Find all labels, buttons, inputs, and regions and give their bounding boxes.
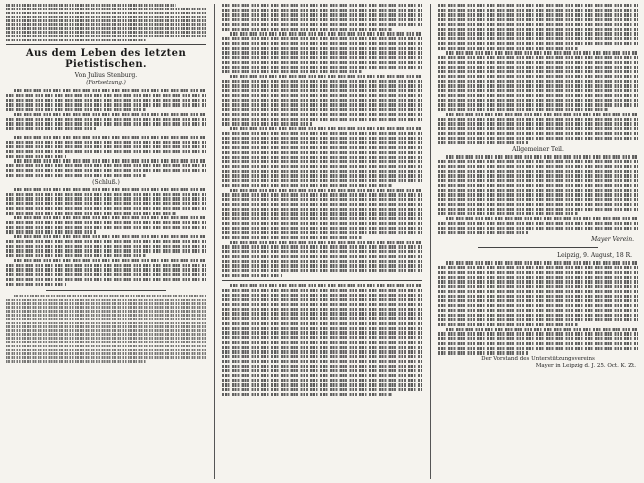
text-line [222,47,422,50]
text-line [438,18,638,21]
text-line [446,113,638,116]
text-line [438,170,638,173]
text-line [438,295,638,298]
text-line [222,151,422,154]
text-line [6,197,206,200]
text-line [6,264,206,267]
text-line [222,84,422,87]
text-line [222,236,362,239]
text-line [438,266,638,269]
text-line [222,113,422,116]
text-line [6,299,206,302]
text-line [222,303,422,306]
text-line [222,289,422,292]
text-line [438,227,638,230]
text-line [438,122,638,125]
text-line [222,165,422,168]
text-line [222,89,422,92]
text-line [222,255,422,258]
text-line [222,80,422,83]
text-line [6,360,146,363]
text-line [6,212,176,215]
text-line [222,137,422,140]
text-line [438,108,608,111]
text-line [6,39,146,42]
text-line [222,66,422,69]
divider [478,247,598,248]
text-line [222,174,422,177]
text-line [438,84,638,87]
text-line [6,345,206,348]
divider [222,280,422,281]
text-line [14,295,206,298]
text-line [222,269,422,272]
text-line [6,254,146,257]
column-right [438,4,638,479]
text-line [6,337,206,340]
text-line [222,61,422,64]
text-line [222,56,422,59]
text-line [230,127,422,130]
text-line [438,314,638,317]
text-line [222,160,422,163]
text-line [446,155,638,158]
text-line [6,302,206,305]
text-line [438,309,638,312]
text-line [6,341,206,344]
text-line [222,103,422,106]
text-line [222,132,422,135]
text-line [6,273,206,276]
text-line [438,342,638,345]
text-line [438,61,638,64]
text-line [446,261,638,264]
text-line [438,89,638,92]
text-line [6,202,206,205]
text-line [6,193,206,196]
text-line [222,108,422,111]
text-line [222,322,422,325]
text-line [438,127,638,130]
text-line [222,245,422,248]
text-line [438,80,638,83]
divider [46,290,166,291]
text-line [222,198,422,201]
text-line [222,51,422,54]
text-line [6,221,206,224]
text-line [6,169,206,172]
text-line [222,298,422,301]
text-line [6,8,206,11]
text-line [14,235,206,238]
text-line [6,268,206,271]
text-line [6,318,206,321]
text-line [6,12,206,15]
text-line [6,155,66,158]
text-line [438,323,578,326]
text-line [438,141,528,144]
text-line [222,274,282,277]
text-line [6,19,206,22]
text-line [222,227,422,230]
text-line [438,271,638,274]
text-line [438,99,638,102]
text-line [438,290,638,293]
text-line [438,198,638,201]
text-line [14,113,206,116]
text-line [446,51,638,54]
text-line [6,230,96,233]
text-line [230,189,422,192]
section-heading: Allgemeiner Teil. [512,146,564,154]
text-line [438,222,638,225]
text-line [438,318,638,321]
dateline: Leipzig, 9. August, 18 R. [557,252,632,260]
text-line [438,165,638,168]
text-line [438,304,638,307]
text-line [222,28,392,31]
text-line [6,283,66,286]
article-subtitle: (Fortsetzung.) [86,80,126,87]
text-line [6,103,206,106]
text-line [438,276,638,279]
text-line [438,9,638,12]
text-line [6,122,206,125]
text-line [6,4,176,7]
text-line [222,13,422,16]
text-line [222,94,422,97]
text-line [222,355,422,358]
text-line [222,317,422,320]
column-divider [430,4,431,479]
text-line [438,132,638,135]
text-line [438,174,638,177]
text-line [438,203,638,206]
text-line [6,127,96,130]
text-line [14,188,206,191]
text-line [222,193,422,196]
closing-note: Mayer in Leipzig d. J. 25. Oct. K. Zt. [535,363,636,370]
text-line [14,89,206,92]
text-line [222,118,422,121]
text-line [6,325,206,328]
text-line [222,312,422,315]
text-line [438,179,638,182]
text-line [6,245,206,248]
article-byline: Von Julius Stenburg. [74,72,138,80]
text-line [222,9,422,12]
text-line [222,393,392,396]
text-line [222,70,362,73]
text-line [438,351,528,354]
text-line [222,308,422,311]
text-line [222,42,422,45]
text-line [222,346,422,349]
section-heading: (Schluß.) [92,178,120,186]
text-line [6,352,206,355]
text-line [438,137,638,140]
text-line [6,150,206,153]
text-line [6,31,206,34]
text-line [438,4,638,7]
text-line [446,217,638,220]
column-divider [214,4,215,479]
text-line [222,360,422,363]
text-line [230,75,422,78]
text-line [6,23,206,26]
text-line [438,118,638,121]
text-line [438,189,638,192]
text-line [438,212,578,215]
text-line [6,35,206,38]
text-line [438,103,638,106]
text-line [438,94,638,97]
text-line [438,23,638,26]
text-line [230,241,422,244]
text-line [222,383,422,386]
text-line [230,284,422,287]
text-line [14,259,206,262]
text-line [438,32,638,35]
text-line [438,347,638,350]
text-line [6,118,206,121]
text-line [222,294,422,297]
text-line [6,329,206,332]
closing-heading: Der Vorstand des Unterstützungsvereins [481,356,595,363]
text-line [222,217,422,220]
text-line [6,16,206,19]
text-line [222,331,422,334]
divider [6,44,206,45]
text-line [14,136,206,139]
text-line [438,56,638,59]
text-line [6,94,206,97]
text-line [222,37,422,40]
column-left [6,4,206,479]
text-line [438,299,638,302]
text-line [6,310,206,313]
text-line [6,174,146,177]
text-line [222,231,422,234]
text-line [446,328,638,331]
text-line [222,350,422,353]
text-line [438,37,638,40]
text-line [222,99,422,102]
text-line [6,141,206,144]
text-line [222,250,422,253]
text-line [222,146,422,149]
text-line [438,280,638,283]
text-line [438,70,638,73]
text-line [438,42,638,45]
column-middle [222,4,422,479]
text-line [6,333,206,336]
text-line [222,341,422,344]
text-line [222,212,422,215]
footnote-block [6,295,206,363]
text-line [222,327,422,330]
text-line [222,222,422,225]
text-line [6,240,206,243]
text-line [6,356,206,359]
text-line [6,99,206,102]
text-line [222,203,422,206]
text-line [438,66,638,69]
text-line [222,336,422,339]
text-line [438,13,638,16]
text-line [222,388,422,391]
text-line [222,184,392,187]
text-line [6,164,206,167]
text-line [6,314,206,317]
text-line [6,349,206,352]
text-line [222,179,422,182]
text-line [222,369,422,372]
article-title: Aus dem Leben des letzten Pietistischen. [25,48,187,71]
text-line [438,337,638,340]
text-line [438,28,638,31]
text-line [6,306,206,309]
text-line [6,145,206,148]
text-line [6,226,206,229]
text-line [230,32,422,35]
text-line [438,208,638,211]
text-line [438,285,638,288]
text-line [222,365,422,368]
text-line [438,193,638,196]
text-line [6,108,146,111]
text-line [438,184,638,187]
text-line [222,122,312,125]
text-line [222,374,422,377]
text-line [438,160,638,163]
text-line [6,322,206,325]
text-line [438,75,638,78]
text-line [438,332,638,335]
text-line [222,23,422,26]
text-line [438,231,528,234]
text-line [14,216,206,219]
text-line [222,156,422,159]
text-line [222,18,422,21]
text-line [6,249,206,252]
text-line [438,47,578,50]
text-line [222,260,422,263]
text-line [222,170,422,173]
text-line [6,27,206,30]
signature: Mayer Verein. [591,236,634,244]
text-line [222,208,422,211]
text-line [222,4,422,7]
text-line [14,159,206,162]
text-line [222,264,422,267]
text-line [222,141,422,144]
text-line [6,207,206,210]
text-line [222,379,422,382]
text-line [6,278,206,281]
